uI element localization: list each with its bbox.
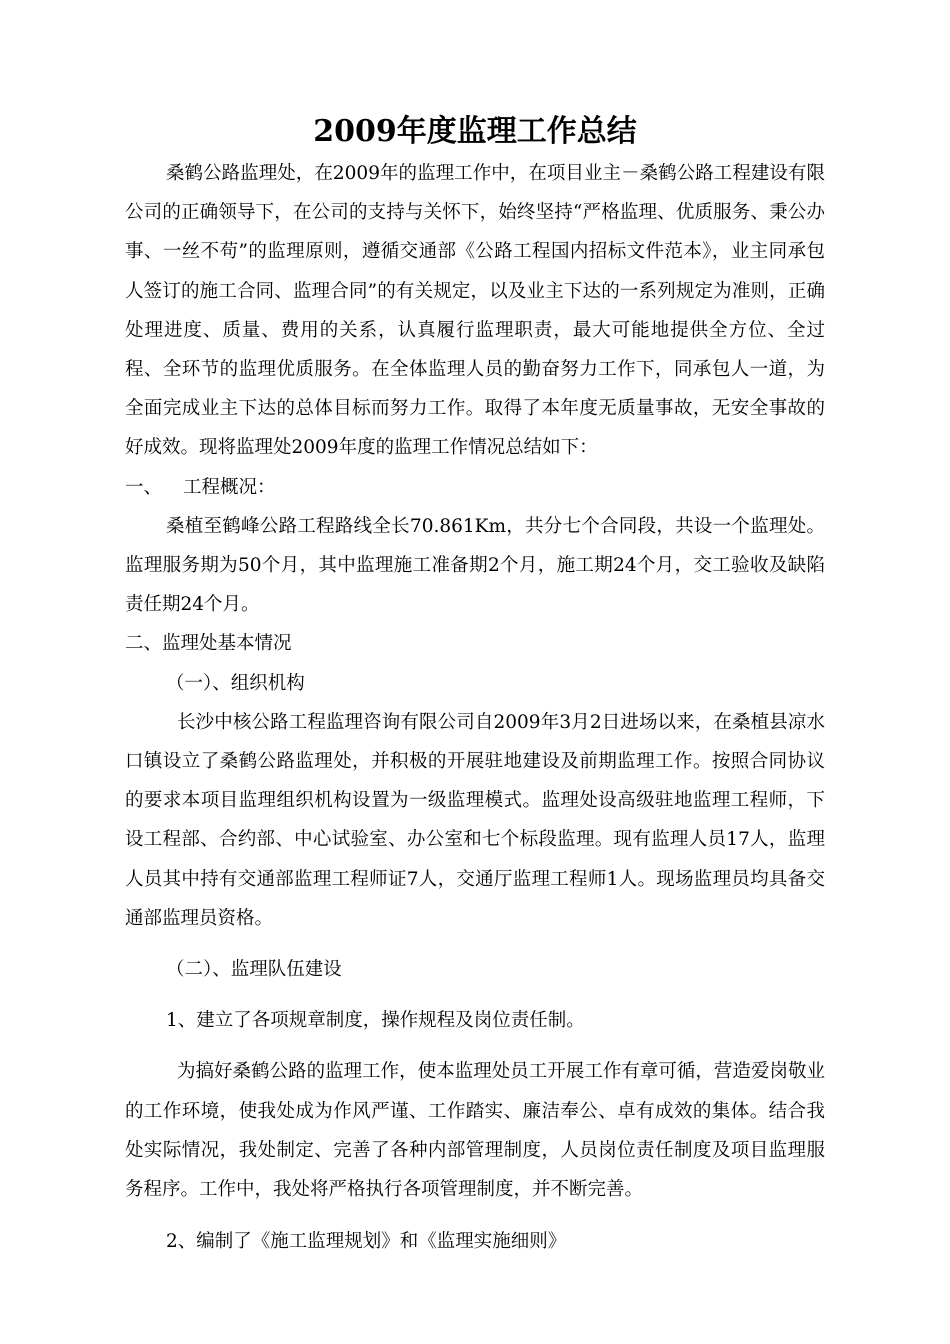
item-1-heading: 1、建立了各项规章制度，操作规程及岗位责任制。 xyxy=(166,1010,585,1032)
subsection-1-heading: （一）、组织机构 xyxy=(166,672,305,694)
subsection-1-paragraph: 长沙中核公路工程监理咨询有限公司自2009年3月2日进场以来，在桑植县凉水口镇设立了桑鹤公路监理处，并积极的开展驻地建设及前期监理工作。按照合同协议的要求本项目监理组织机构设置为一级监理模式。监理处设高级驻地监理工程师，下设工程部、合约部、中心试验室、办公室和七个标段监理。现有监理人员17人，监理人员其中持有交通部监理工程师证7人，交通厅监理工程师1人。现场监理员均具备交通部监理员资格。 xyxy=(125,711,825,929)
section-1-heading xyxy=(125,468,825,507)
item-2-heading: 2、编制了《施工监理规划》和《监理实施细则》 xyxy=(166,1231,567,1253)
section-2-heading: 二、监理处基本情况 xyxy=(125,633,292,655)
section-1-number: 一、 xyxy=(125,476,163,498)
section-1-paragraph: 桑植至鹤峰公路工程路线全长70.861Km，共分七个合同段，共设一个监理处。监理服务期为50个月，其中监理施工准备期2个月，施工期24个月，交工验收及缺陷责任期24个月。 xyxy=(125,515,825,616)
subsection-2-heading: （二）、监理队伍建设 xyxy=(166,959,342,981)
document-body xyxy=(125,154,825,1261)
section-1-title: 工程概况： xyxy=(183,476,276,498)
item-1-paragraph: 为搞好桑鹤公路的监理工作，使本监理处员工开展工作有章可循，营造爱岗敬业的工作环境，使我处成为作风严谨、工作踏实、廉洁奉公、卓有成效的集体。结合我处实际情况，我处制定、完善了各种内部管理制度，人员岗位责任制度及项目监理服务程序。工作中，我处将严格执行各项管理制度，并不断完善。 xyxy=(125,1061,825,1201)
intro-paragraph: 桑鹤公路监理处，在2009年的监理工作中，在项目业主－桑鹤公路工程建设有限公司的正确领导下，在公司的支持与关怀下，始终坚持“严格监理、优质服务、秉公办事、一丝不苟”的监理原则，遵循交通部《公路工程国内招标文件范本》，业主同承包人签订的施工合同、监理合同”的有关规定，以及业主下达的一系列规定为准则，正确处理进度、质量、费用的关系，认真履行监理职责，最大可能地提供全方位、全过程、全环节的监理优质服务。在全体监理人员的勤奋努力工作下，同承包人一道，为全面完成业主下达的总体目标而努力工作。取得了本年度无质量事故，无安全事故的好成效。现将监理处2009年度的监理工作情况总结如下： xyxy=(125,163,825,459)
page-title: 2009年度监理工作总结 xyxy=(313,114,637,149)
